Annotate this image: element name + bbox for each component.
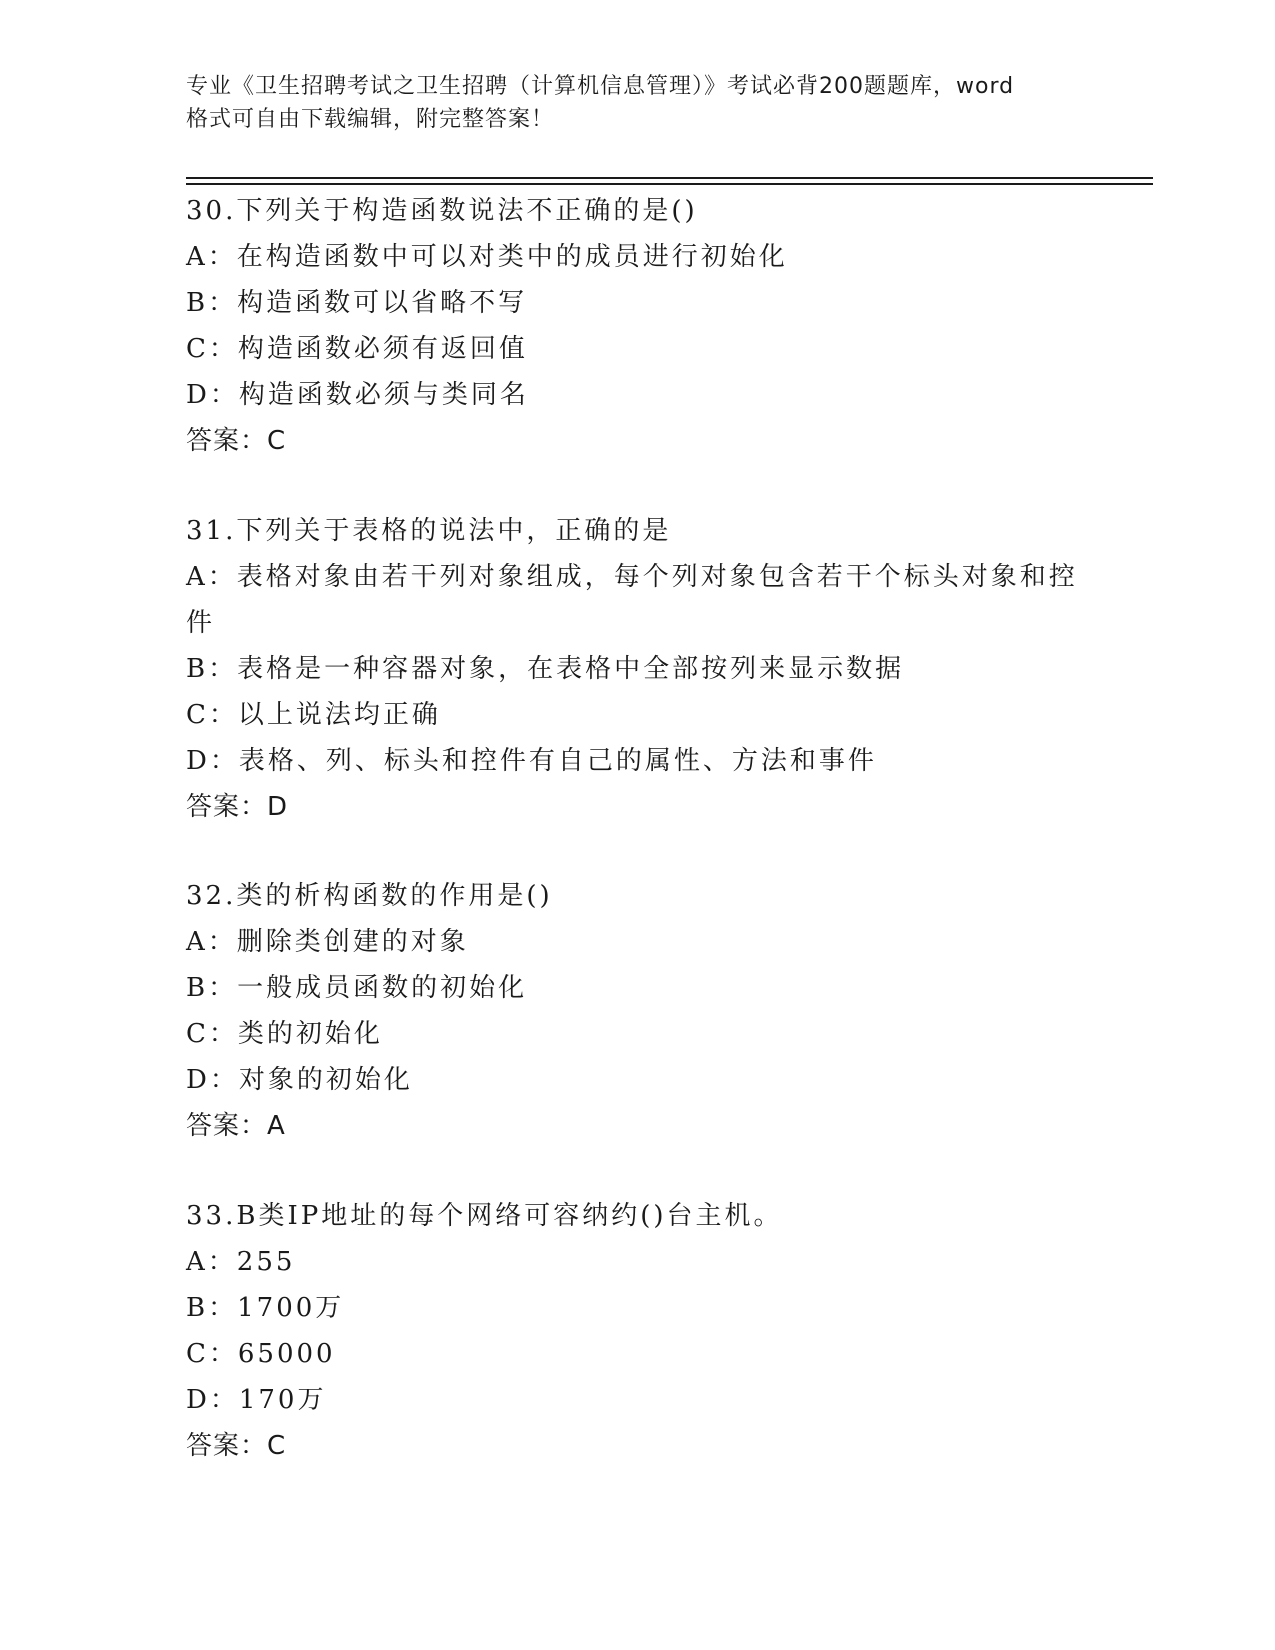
question-stem: 30.下列关于构造函数说法不正确的是() <box>186 196 698 226</box>
option-c: C：65000 <box>186 1339 336 1369</box>
header-title-line-1: 专业《卫生招聘考试之卫生招聘（计算机信息管理）》考试必背200题题库，word <box>186 74 1015 99</box>
option-d: D：表格、列、标头和控件有自己的属性、方法和事件 <box>186 746 877 776</box>
option-c: C：类的初始化 <box>186 1019 383 1049</box>
answer-line: 答案：A <box>186 1111 286 1141</box>
header-divider-bottom <box>186 183 1153 185</box>
question-32 <box>186 873 1106 1149</box>
option-c: C：以上说法均正确 <box>186 700 441 730</box>
option-b: B：一般成员函数的初始化 <box>186 973 528 1003</box>
option-b: B：构造函数可以省略不写 <box>186 288 528 318</box>
question-stem: 33.B类IP地址的每个网络可容纳约()台主机。 <box>186 1201 783 1231</box>
option-d: D：170万 <box>186 1385 327 1415</box>
question-33 <box>186 1193 1106 1469</box>
question-30 <box>186 188 1106 464</box>
option-c: C：构造函数必须有返回值 <box>186 334 528 364</box>
question-stem: 31.下列关于表格的说法中，正确的是 <box>186 516 672 546</box>
answer-line: 答案：D <box>186 792 289 822</box>
option-a: A：在构造函数中可以对类中的成员进行初始化 <box>186 242 788 272</box>
option-b: B：1700万 <box>186 1293 345 1323</box>
question-31 <box>186 508 1106 830</box>
option-b: B：表格是一种容器对象，在表格中全部按列来显示数据 <box>186 654 905 684</box>
question-stem: 32.类的析构函数的作用是() <box>186 881 553 911</box>
answer-line: 答案：C <box>186 426 287 456</box>
header-divider-top <box>186 177 1153 179</box>
option-a: A：表格对象由若干列对象组成，每个列对象包含若干个标头对象和控件 <box>186 562 1078 638</box>
answer-line: 答案：C <box>186 1431 287 1461</box>
header-title-line-2: 格式可自由下载编辑，附完整答案！ <box>186 107 555 132</box>
option-d: D：构造函数必须与类同名 <box>186 380 529 410</box>
option-d: D：对象的初始化 <box>186 1065 413 1095</box>
option-a: A：删除类创建的对象 <box>186 927 469 957</box>
document-header <box>186 70 1086 136</box>
option-a: A：255 <box>186 1247 296 1277</box>
